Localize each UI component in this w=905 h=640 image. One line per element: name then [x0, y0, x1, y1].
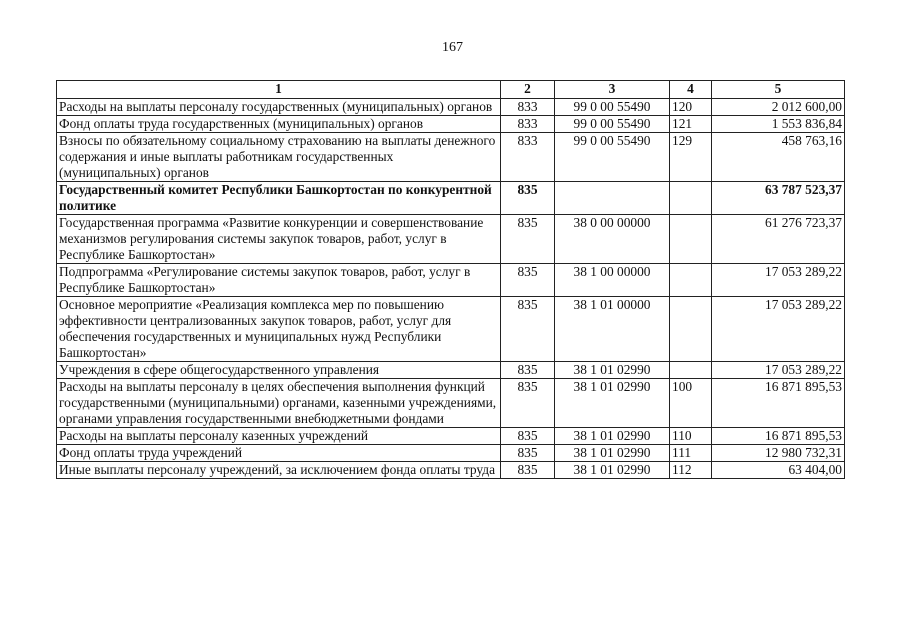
row-target-article-code: [555, 182, 670, 215]
row-target-article-code: 99 0 00 55490: [555, 133, 670, 182]
row-department-code: 833: [501, 99, 555, 116]
table-row: [57, 133, 845, 182]
row-expense-type-code: [670, 182, 712, 215]
row-name: Расходы на выплаты персоналу государственных (муниципальных) органов: [57, 99, 501, 116]
row-target-article-code: 38 1 01 02990: [555, 428, 670, 445]
row-department-code: 833: [501, 133, 555, 182]
row-department-code: 835: [501, 297, 555, 362]
row-expense-type-code: [670, 215, 712, 264]
row-target-article-code: 38 1 01 00000: [555, 297, 670, 362]
row-name: Расходы на выплаты персоналу казенных учреждений: [57, 428, 501, 445]
row-target-article-code: 38 1 01 02990: [555, 445, 670, 462]
row-target-article-code: 38 1 01 02990: [555, 362, 670, 379]
row-department-code: 835: [501, 264, 555, 297]
row-target-article-code: 38 1 00 00000: [555, 264, 670, 297]
table-row: [57, 428, 845, 445]
table-row: [57, 99, 845, 116]
column-header-expense-type: 4: [670, 81, 712, 99]
row-expense-type-code: [670, 264, 712, 297]
column-header-department: 2: [501, 81, 555, 99]
row-department-code: 835: [501, 462, 555, 479]
row-expense-type-code: 111: [670, 445, 712, 462]
row-expense-type-code: 110: [670, 428, 712, 445]
row-expense-type-code: 112: [670, 462, 712, 479]
row-expense-type-code: 129: [670, 133, 712, 182]
row-department-code: 835: [501, 428, 555, 445]
row-department-code: 835: [501, 362, 555, 379]
table-row: [57, 215, 845, 264]
column-header-amount: 5: [712, 81, 845, 99]
row-target-article-code: 38 1 01 02990: [555, 462, 670, 479]
row-name: Фонд оплаты труда государственных (муниципальных) органов: [57, 116, 501, 133]
row-name: Государственная программа «Развитие конкуренции и совершенствование механизмов регулирования системы закупок товаров, работ, услуг в Республике Башкортостан»: [57, 215, 501, 264]
row-amount: 2 012 600,00: [712, 99, 845, 116]
row-name: Подпрограмма «Регулирование системы закупок товаров, работ, услуг в Республике Башкортостан»: [57, 264, 501, 297]
row-amount: 63 787 523,37: [712, 182, 845, 215]
row-department-code: 835: [501, 445, 555, 462]
row-target-article-code: 38 0 00 00000: [555, 215, 670, 264]
row-name: Иные выплаты персоналу учреждений, за исключением фонда оплаты труда: [57, 462, 501, 479]
row-name: Расходы на выплаты персоналу в целях обеспечения выполнения функций государственными (муниципальными) органами, казенными учреждениями, органами управления государственными внебюджетными фондами: [57, 379, 501, 428]
budget-table: [56, 80, 845, 479]
row-department-code: 835: [501, 215, 555, 264]
table-row: [57, 462, 845, 479]
table-row: [57, 182, 845, 215]
row-amount: 63 404,00: [712, 462, 845, 479]
row-department-code: 833: [501, 116, 555, 133]
row-amount: 16 871 895,53: [712, 379, 845, 428]
row-name: Государственный комитет Республики Башкортостан по конкурентной политике: [57, 182, 501, 215]
row-amount: 458 763,16: [712, 133, 845, 182]
table-row: [57, 362, 845, 379]
row-name: Основное мероприятие «Реализация комплекса мер по повышению эффективности централизованных закупок товаров, работ, услуг для обеспечения государственных и муниципальных нужд Республики Башкортостан»: [57, 297, 501, 362]
row-target-article-code: 99 0 00 55490: [555, 99, 670, 116]
table-row: [57, 445, 845, 462]
row-target-article-code: 99 0 00 55490: [555, 116, 670, 133]
table-row: [57, 264, 845, 297]
row-department-code: 835: [501, 379, 555, 428]
row-target-article-code: 38 1 01 02990: [555, 379, 670, 428]
row-expense-type-code: [670, 362, 712, 379]
row-amount: 1 553 836,84: [712, 116, 845, 133]
table-row: [57, 297, 845, 362]
row-expense-type-code: 120: [670, 99, 712, 116]
page-number: 167: [442, 40, 463, 55]
row-amount: 17 053 289,22: [712, 264, 845, 297]
row-amount: 61 276 723,37: [712, 215, 845, 264]
row-name: Взносы по обязательному социальному страхованию на выплаты денежного содержания и иные выплаты работникам государственных (муниципальных) органов: [57, 133, 501, 182]
row-expense-type-code: 121: [670, 116, 712, 133]
row-expense-type-code: 100: [670, 379, 712, 428]
column-header-target-article: 3: [555, 81, 670, 99]
table-row: [57, 379, 845, 428]
row-name: Учреждения в сфере общегосударственного управления: [57, 362, 501, 379]
row-amount: 17 053 289,22: [712, 297, 845, 362]
table-row: [57, 116, 845, 133]
row-department-code: 835: [501, 182, 555, 215]
row-amount: 17 053 289,22: [712, 362, 845, 379]
row-expense-type-code: [670, 297, 712, 362]
row-name: Фонд оплаты труда учреждений: [57, 445, 501, 462]
column-header-name: 1: [57, 81, 501, 99]
header-row: [57, 81, 845, 99]
table-body: [57, 99, 845, 479]
row-amount: 16 871 895,53: [712, 428, 845, 445]
row-amount: 12 980 732,31: [712, 445, 845, 462]
